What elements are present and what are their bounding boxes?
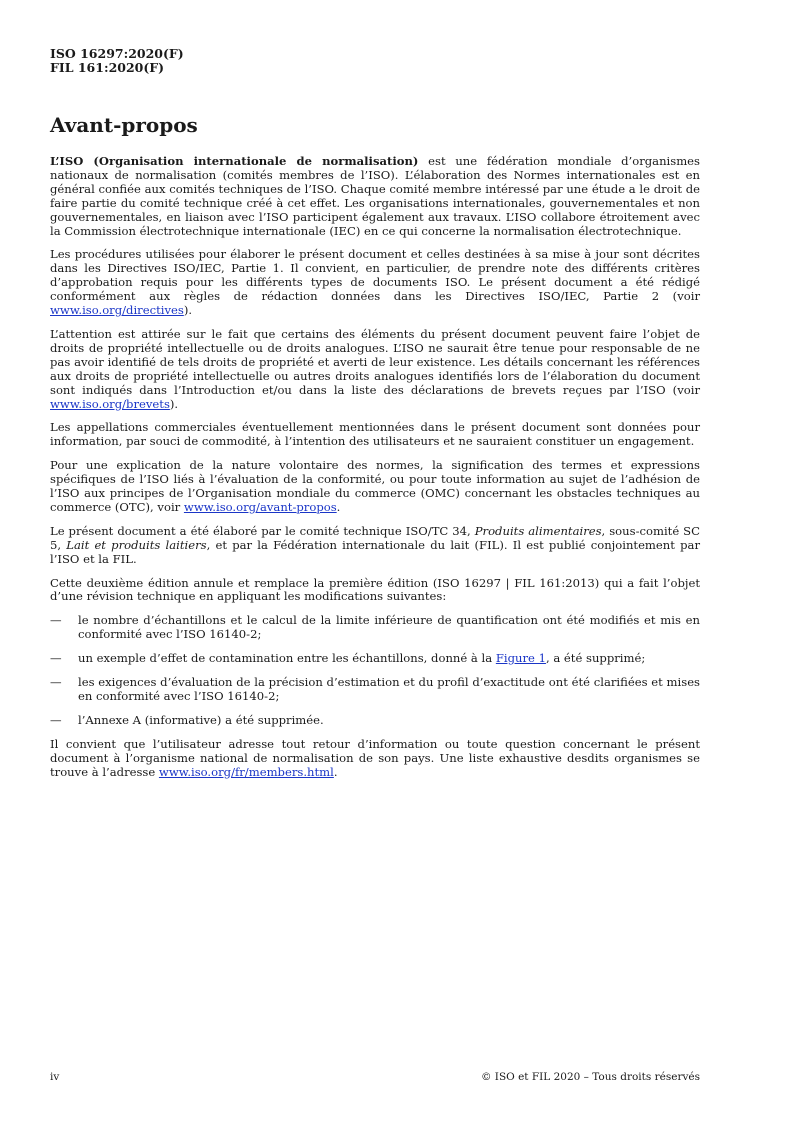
- brevets-link[interactable]: www.iso.org/brevets: [50, 396, 170, 411]
- figure-1-link[interactable]: Figure 1: [495, 651, 546, 666]
- paragraph-procedures: Les procédures utilisées pour élaborer le présent document et celles destinées à sa mise à jour sont décrites dans les Directives ISO/IEC, Partie 1. Il convient, en particulier, de prendre note des différents critères d’approbation requis pour les différents types de documents ISO. Le présent document a été rédigé conformément aux règles de rédaction données dans les Directives ISO/IEC, Partie 2 (voir www.iso.org/directives).: [50, 247, 700, 318]
- paragraph-committee: Le présent document a été élaboré par le comité technique ISO/TC 34, Produits alimentaires, sous-comité SC 5, Lait et produits laitiers, et par la Fédération internationale du lait (FIL). Il est publié conjointement par l’ISO et la FIL.: [50, 523, 700, 566]
- copyright-notice: © ISO et FIL 2020 – Tous droits réservés: [480, 1071, 700, 1083]
- page-footer: [50, 1071, 700, 1084]
- iso-number: ISO 16297:2020(F): [50, 46, 184, 61]
- list-dash: —: [50, 613, 62, 628]
- paragraph-feedback: Il convient que l’utilisateur adresse tout retour d’information ou toute question concernant le présent document à l’organisme national de normalisation de son pays. Une liste exhaustive desdits organismes se trouve à l’adresse www.iso.org/fr/members.html.: [50, 736, 700, 779]
- directives-link[interactable]: www.iso.org/directives: [50, 303, 184, 318]
- paragraph-trade-names: Les appellations commerciales éventuellement mentionnées dans le présent document sont données pour information, par souci de commodité, à l’intention des utilisateurs et ne sauraient constituer un engagement.: [50, 420, 700, 449]
- fil-number: FIL 161:2020(F): [50, 60, 165, 75]
- committee-title: Produits alimentaires: [474, 523, 602, 538]
- list-item: — les exigences d’évaluation de la précision d’estimation et du profil d’exactitude ont été clarifiées et mises en conformité avec l’ISO 16140-2;: [50, 675, 700, 703]
- list-item: — l’Annexe A (informative) a été supprimée.: [50, 712, 324, 727]
- members-link[interactable]: www.iso.org/fr/members.html: [158, 764, 334, 779]
- list-item: — un exemple d’effet de contamination entre les échantillons, donné à la Figure 1, a été supprimé;: [50, 651, 646, 666]
- list-item: — le nombre d’échantillons et le calcul de la limite inférieure de quantification ont été modifiés et mis en conformité avec l’ISO 16140-2;: [50, 613, 700, 642]
- paragraph-patents: L’attention est attirée sur le fait que certains des éléments du présent document peuvent faire l’objet de droits de propriété intellectuelle ou de droits analogues. L’ISO ne saurait être tenue pour responsable de ne pas avoir identifié de tels droits de propriété et averti de leur existence. Les détails concernant les références aux droits de propriété intellectuelle ou autres droits analogues identifiés lors de l’élaboration du document sont indiqués dans l’Introduction et/ou dans la liste des déclarations de brevets reçues par l’ISO (voir www.iso.org/brevets).: [50, 326, 700, 411]
- list-dash: —: [50, 712, 62, 727]
- page-title: Avant-propos: [50, 113, 198, 137]
- list-dash: —: [50, 675, 62, 690]
- foreword-body: [50, 155, 700, 790]
- page-number: iv: [50, 1071, 60, 1083]
- paragraph-edition: Cette deuxième édition annule et remplace la première édition (ISO 16297 | FIL 161:2013) qui a fait l’objet d’une révision technique en appliquant les modifications suivantes:: [50, 575, 700, 604]
- document-identifier: [50, 47, 184, 75]
- iso-org-name: L’ISO (Organisation internationale de normalisation): [50, 154, 419, 168]
- paragraph-iso-intro: L’ISO (Organisation internationale de normalisation) est une fédération mondiale d’organismes nationaux de normalisation (comités membres de l’ISO). L’élaboration des Normes internationales est en général confiée aux comités techniques de l’ISO. Chaque comité membre intéressé par une étude a le droit de faire partie du comité technique créé à cet effet. Les organisations internationales, gouvernementales et non gouvernementales, en liaison avec l’ISO participent également aux travaux. L’ISO collabore étroitement avec la Commission électrotechnique internationale (IEC) en ce qui concerne la normalisation électrotechnique.: [50, 154, 700, 238]
- avant-propos-link[interactable]: www.iso.org/avant-propos: [183, 499, 337, 514]
- paragraph-voluntary-nature: Pour une explication de la nature volontaire des normes, la signification des termes et expressions spécifiques de l’ISO liés à l’évaluation de la conformité, ou pour toute information au sujet de l’adhésion de l’ISO aux principes de l’Organisation mondiale du commerce (OMC) concernant les obstacles techniques au commerce (OTC), voir www.iso.org/avant-propos.: [50, 458, 700, 514]
- subcommittee-title: Lait et produits laitiers: [66, 537, 207, 552]
- list-dash: —: [50, 651, 62, 666]
